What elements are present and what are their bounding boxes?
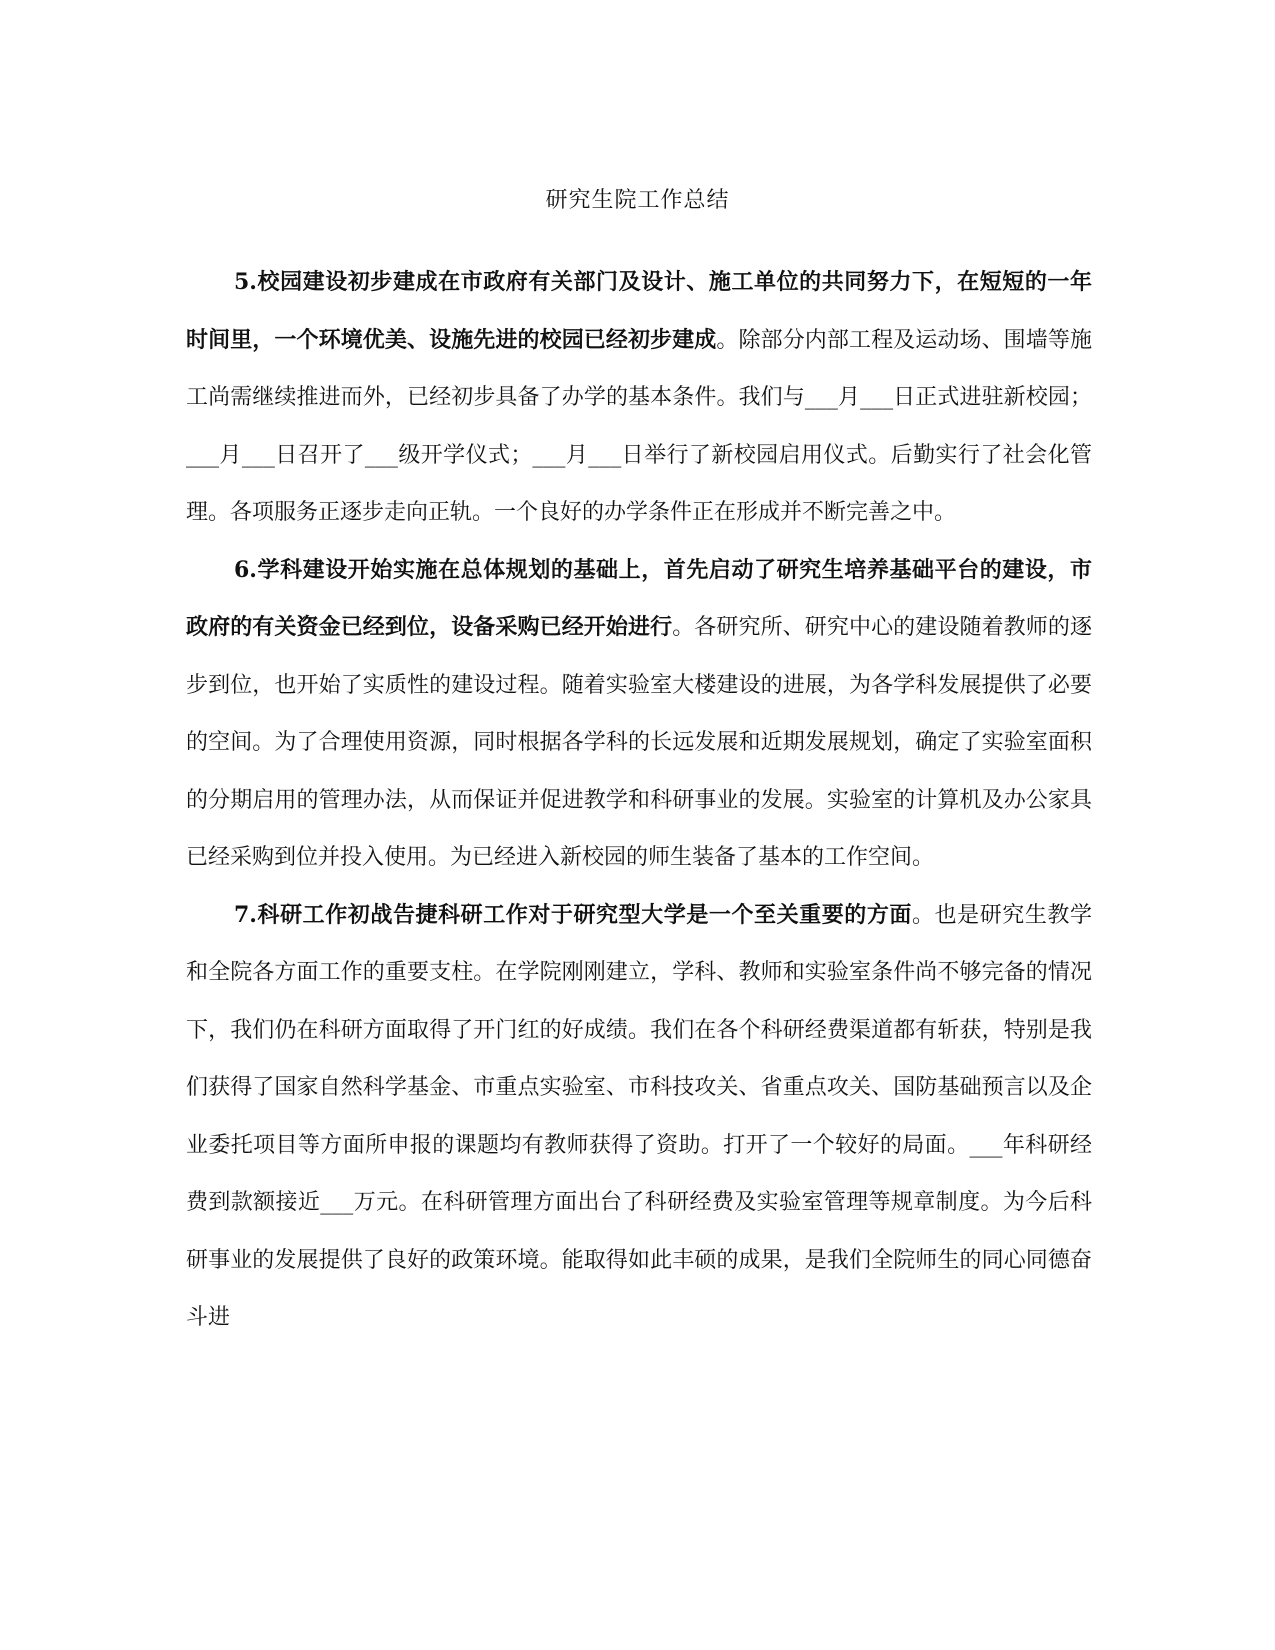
paragraph-lead: 5.校园建设初步建成在市政府有关部门及设计、施工单位的共同努力下，在短短的一年时间里，一个环境优美、设施先进的校园已经初步建成 [186,269,1092,353]
document-title: 研究生院工作总结 [545,188,730,213]
document-body [186,254,1092,1347]
paragraph-lead: 6.学科建设开始实施在总体规划的基础上，首先启动了研究生培养基础平台的建设，市政府的有关资金已经到位，设备采购已经开始进行 [186,556,1092,640]
paragraph-campus-construction [186,254,1092,542]
paragraph-text: 。也是研究生教学和全院各方面工作的重要支柱。在学院刚刚建立，学科、教师和实验室条件尚不够完备的情况下，我们仍在科研方面取得了开门红的好成绩。我们在各个科研经费渠道都有斩获，特别是我们获得了国家自然科学基金、市重点实验室、市科技攻关、省重点攻关、国防基础预言以及企业委托项目等方面所申报的课题均有教师获得了资助。打开了一个较好的局面。___年科研经费到款额接近___万元。在科研管理方面出台了科研经费及实验室管理等规章制度。为今后科研事业的发展提供了良好的政策环境。能取得如此丰硕的成果，是我们全院师生的同心同德奋斗进 [186,902,1092,1330]
paragraph-text: 。除部分内部工程及运动场、围墙等施工尚需继续推进而外，已经初步具备了办学的基本条件。我们与___月___日正式进驻新校园；___月___日召开了___级开学仪式；___月___日举行了新校园启用仪式。后勤实行了社会化管理。各项服务正逐步走向正轨。一个良好的办学条件正在形成并不断完善之中。 [186,327,1092,525]
paragraph-research-work [186,887,1092,1347]
paragraph-text: 。各研究所、研究中心的建设随着教师的逐步到位，也开始了实质性的建设过程。随着实验室大楼建设的进展，为各学科发展提供了必要的空间。为了合理使用资源，同时根据各学科的长远发展和近期发展规划，确定了实验室面积的分期启用的管理办法，从而保证并促进教学和科研事业的发展。实验室的计算机及办公家具已经采购到位并投入使用。为已经进入新校园的师生装备了基本的工作空间。 [186,615,1092,870]
paragraph-discipline-construction [186,542,1092,887]
paragraph-lead: 7.科研工作初战告捷科研工作对于研究型大学是一个至关重要的方面 [234,901,912,928]
